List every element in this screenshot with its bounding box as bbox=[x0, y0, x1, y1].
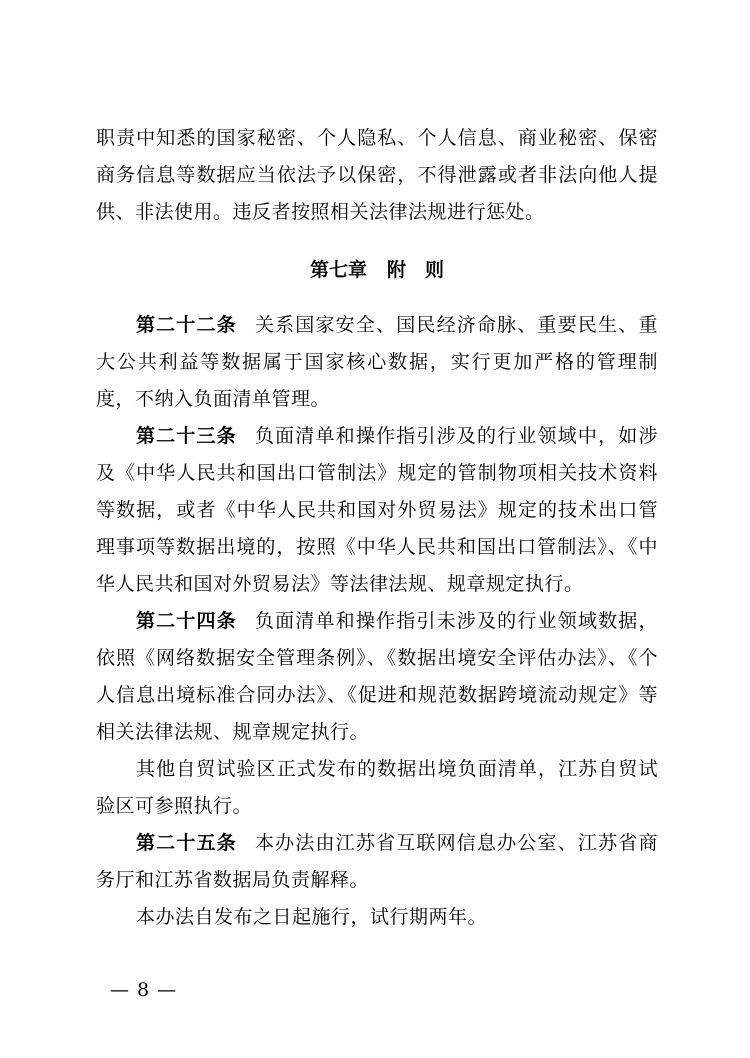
article-23-text: 负面清单和操作指引涉及的行业领域中，如涉及《中华人民共和国出口管制法》规定的管制物项相关技术资料等数据，或者《中华人民共和国对外贸易法》规定的技术出口管理事项等数据出境的，按照《中华人民共和国出口管制法》、《中华人民共和国对外贸易法》等法律法规、规章规定执行。 bbox=[96, 425, 658, 595]
article-22 bbox=[96, 307, 658, 418]
intro-paragraph: 职责中知悉的国家秘密、个人隐私、个人信息、商业秘密、保密商务信息等数据应当依法予以保密，不得泄露或者非法向他人提供、非法使用。违反者按照相关法律法规进行惩处。 bbox=[96, 127, 658, 223]
article-22-label: 第二十二条 bbox=[136, 314, 237, 336]
article-25-text: 本办法由江苏省互联网信息办公室、江苏省商务厅和江苏省数据局负责解释。 bbox=[96, 832, 658, 891]
page-number: — 8 — bbox=[110, 979, 178, 1001]
other-paragraph: 其他自贸试验区正式发布的数据出境负面清单，江苏自贸试验区可参照执行。 bbox=[96, 758, 658, 817]
article-24-text: 负面清单和操作指引未涉及的行业领域数据，依照《网络数据安全管理条例》、《数据出境安全评估办法》、《个人信息出境标准合同办法》、《促进和规范数据跨境流动规定》等相关法律法规、规章规定执行。 bbox=[96, 610, 658, 743]
chapter-heading bbox=[96, 252, 658, 289]
article-25 bbox=[96, 825, 658, 899]
article-25-label: 第二十五条 bbox=[136, 832, 237, 854]
final-paragraph: 本办法自发布之日起施行，试行期两年。 bbox=[136, 906, 488, 928]
article-24-label: 第二十四条 bbox=[136, 610, 237, 632]
article-22-text: 关系国家安全、国民经济命脉、重要民生、重大公共利益等数据属于国家核心数据，实行更加严格的管理制度，不纳入负面清单管理。 bbox=[96, 314, 658, 410]
article-23-label: 第二十三条 bbox=[136, 425, 237, 447]
article-23 bbox=[96, 418, 658, 603]
article-24 bbox=[96, 603, 658, 751]
chapter-title: 附 则 bbox=[387, 259, 445, 281]
chapter-number: 第七章 bbox=[309, 259, 367, 281]
